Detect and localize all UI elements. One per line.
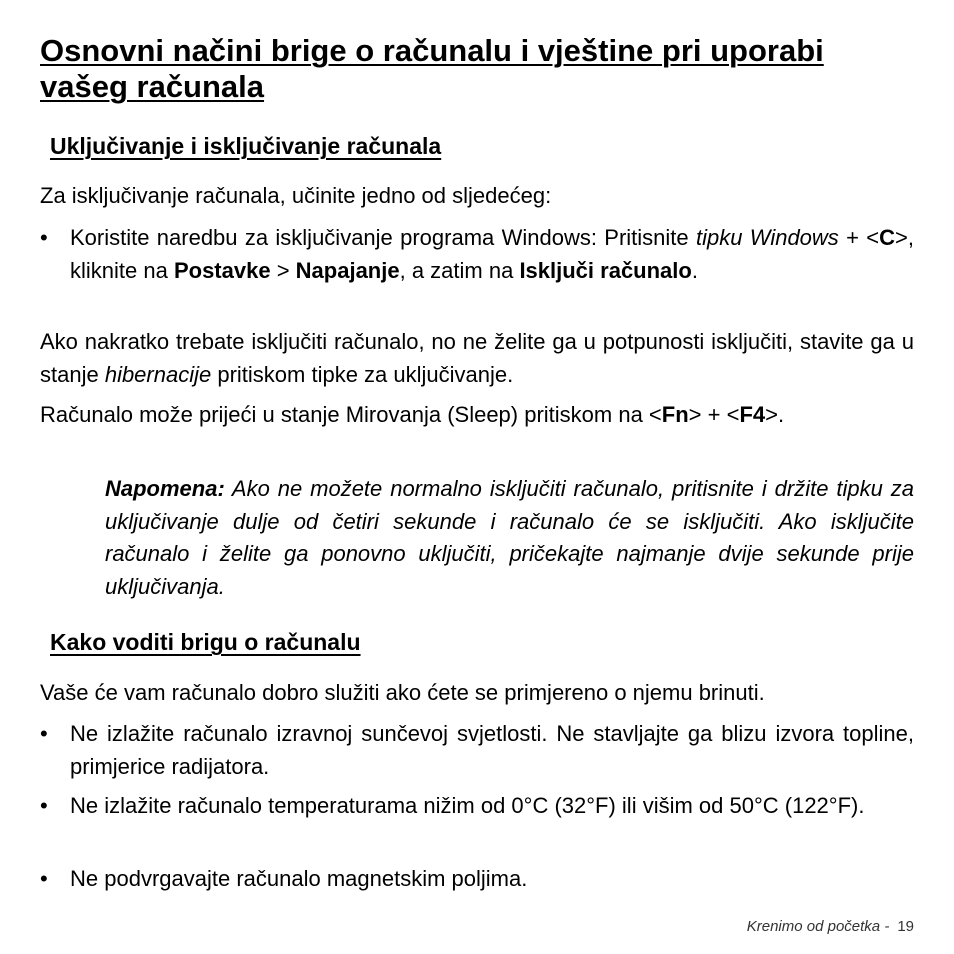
page-footer [747, 918, 914, 935]
list-item-text: Ne izlažite računalo izravnoj sunčevoj svjetlosti. Ne stavljajte ga blizu izvora topline, primjerice radijatora. [70, 721, 914, 779]
section-heading-power: Uključivanje i isključivanje računala [50, 133, 442, 159]
page-title: Osnovni načini brige o računalu i vještine pri uporabi vašeg računala [40, 33, 824, 104]
list-item [40, 863, 914, 896]
list-item [40, 790, 914, 823]
list-item-text: Ne izlažite računalo temperaturama nižim od 0°C (32°F) ili višim od 50°C (122°F). [70, 793, 865, 818]
list-item-text: Koristite naredbu za isključivanje programa Windows: Pritisnite tipku Windows + <C>, kliknite na Postavke > Napajanje, a zatim na Isključi računalo. [70, 225, 915, 283]
bullet-marker: • [40, 866, 48, 891]
paragraph-power-intro: Za isključivanje računala, učinite jedno od sljedećeg: [40, 183, 552, 208]
section-heading-care: Kako voditi brigu o računalu [50, 629, 361, 655]
paragraph-sleep: Računalo može prijeći u stanje Mirovanja (Sleep) pritiskom na <Fn> + <F4>. [40, 402, 785, 427]
page-number: 19 [897, 918, 914, 935]
paragraph-hibernation: Ako nakratko trebate isključiti računalo, no ne želite ga u potpunosti isključiti, stavite ga u stanje hibernacije pritiskom tipke za uključivanje. [40, 329, 914, 387]
paragraph-care-intro: Vaše će vam računalo dobro služiti ako ćete se primjereno o njemu brinuti. [40, 680, 765, 705]
bullet-marker: • [40, 793, 48, 818]
list-item-text: Ne podvrgavajte računalo magnetskim poljima. [70, 866, 528, 891]
note-label: Napomena: [105, 476, 225, 501]
list-item [40, 718, 914, 783]
bullet-marker: • [40, 225, 48, 250]
note-block: Napomena: Ako ne možete normalno isključiti računalo, pritisnite i držite tipku za uključivanje dulje od četiri sekunde i računalo će se isključiti. Ako isključite računalo i želite ga ponovno uključiti, pričekajte najmanje dvije sekunde prije uključivanja. [105, 476, 914, 599]
bullet-marker: • [40, 721, 48, 746]
footer-section: Krenimo od početka - [746, 918, 890, 935]
list-item [40, 222, 914, 287]
